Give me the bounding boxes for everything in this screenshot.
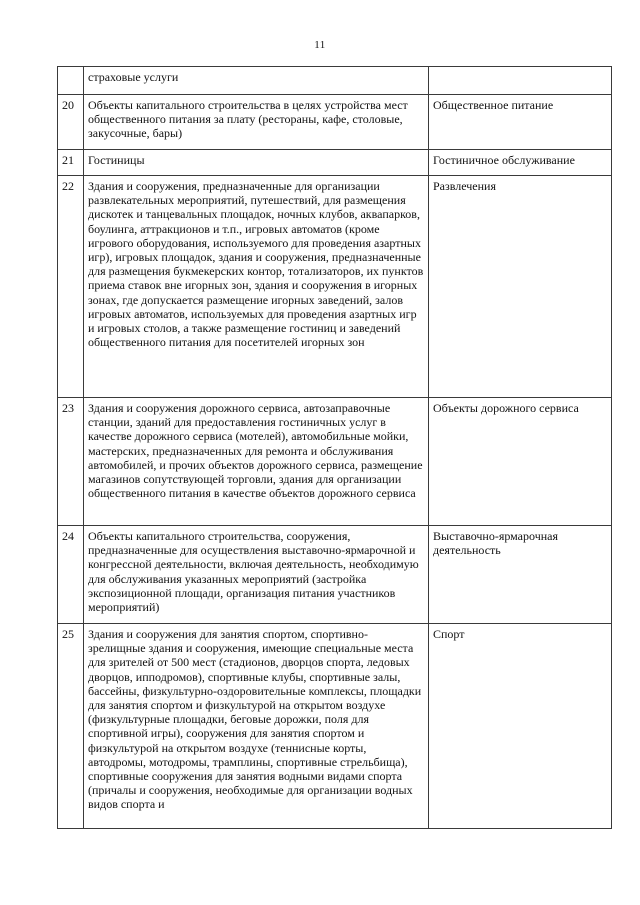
row-usage-type: Объекты дорожного сервиса <box>429 398 612 526</box>
row-description: Гостиницы <box>84 150 429 176</box>
table-row <box>58 624 612 829</box>
row-usage-type: Общественное питание <box>429 95 612 150</box>
table-row <box>58 398 612 526</box>
row-usage-type: Гостиничное обслуживание <box>429 150 612 176</box>
row-number: 21 <box>58 150 84 176</box>
table-row <box>58 176 612 398</box>
row-number: 20 <box>58 95 84 150</box>
row-number <box>58 67 84 95</box>
table-row <box>58 67 612 95</box>
row-description: Здания и сооружения дорожного сервиса, автозаправочные станции, зданий для предоставления гостиничных услуг в качестве дорожного сервиса (мотелей), автомобильные мойки, мастерских, предназначенных для ремонта и обслуживания автомобилей, и прочих объектов дорожного сервиса, размещение магазинов сопутствующей торговли, здания для организации общественного питания в качестве объектов дорожного сервиса <box>84 398 429 526</box>
row-description: Здания и сооружения, предназначенные для организации развлекательных мероприятий, путешествий, для размещения дискотек и танцевальных площадок, ночных клубов, аквапарков, боулинга, аттракционов и т.п., игровых автоматов (кроме игрового оборудования, используемого для проведения азартных игр), игровых площадок, здания и сооружения, предназначенные для размещения букмекерских контор, тотализаторов, их пунктов приема ставок вне игорных зон, здания и сооружения в игорных зонах, где допускается размещение игорных заведений, залов игровых автоматов, используемых для проведения азартных игр и игровых столов, а также размещение гостиниц и заведений общественного питания для посетителей игорных зон <box>84 176 429 398</box>
table-row <box>58 95 612 150</box>
row-number: 23 <box>58 398 84 526</box>
row-usage-type: Развлечения <box>429 176 612 398</box>
row-usage-type <box>429 67 612 95</box>
row-usage-type: Выставочно-ярмарочная деятельность <box>429 526 612 624</box>
row-description: Здания и сооружения для занятия спортом, спортивно-зрелищные здания и сооружения, имеющие специальные места для зрителей от 500 мест (стадионов, дворцов спорта, ледовых дворцов, ипподромов), спортивные клубы, спортивные залы, бассейны, физкультурно-оздоровительные комплексы, площадки для занятия спортом и физкультурой на открытом воздухе (физкультурные площадки, беговые дорожки, поля для спортивной игры), сооружения для занятия спортом и физкультурой на открытом воздухе (теннисные корты, автодромы, мотодромы, трамплины, спортивные стрельбища), спортивные сооружения для занятия водными видами спорта (причалы и сооружения, необходимые для организации водных видов спорта и <box>84 624 429 829</box>
row-number: 25 <box>58 624 84 829</box>
table-row <box>58 150 612 176</box>
row-description: страховые услуги <box>84 67 429 95</box>
row-description: Объекты капитального строительства в целях устройства мест общественного питания за плату (рестораны, кафе, столовые, закусочные, бары) <box>84 95 429 150</box>
row-number: 24 <box>58 526 84 624</box>
row-usage-type: Спорт <box>429 624 612 829</box>
land-use-table <box>57 66 612 829</box>
page-number: 11 <box>314 39 326 51</box>
row-number: 22 <box>58 176 84 398</box>
row-description: Объекты капитального строительства, сооружения, предназначенные для осуществления выставочно-ярмарочной и конгрессной деятельности, включая деятельность, необходимую для обслуживания указанных мероприятий (застройка экспозиционной площади, организация питания участников мероприятий) <box>84 526 429 624</box>
table-row <box>58 526 612 624</box>
